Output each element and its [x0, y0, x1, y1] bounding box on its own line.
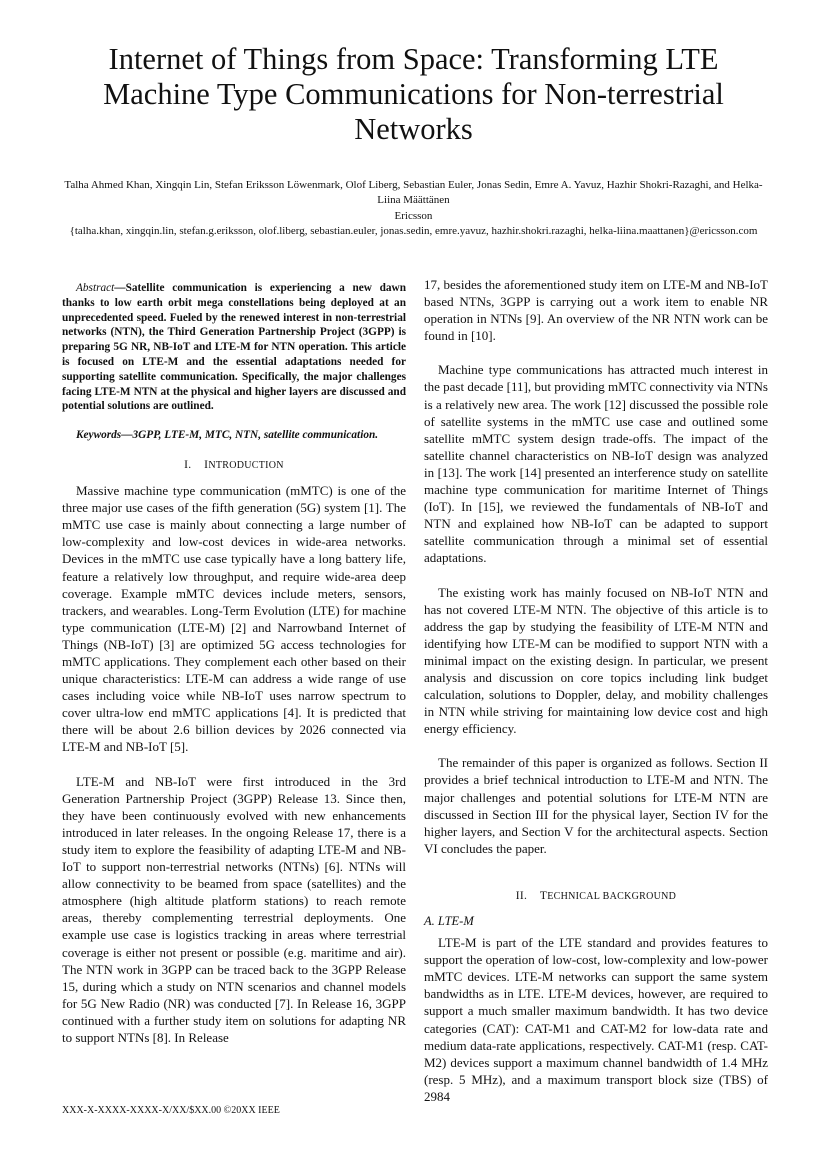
section-number: I. [184, 458, 192, 471]
section-title-first-letter: I [204, 458, 209, 471]
section-heading-introduction [62, 457, 406, 474]
right-column [424, 276, 768, 1105]
abstract-text: —Satellite communication is experiencing a new dawn thanks to low earth orbit mega constellations being deployed at an unprecedented speed. Fueled by the renewed interest in non-terrestrial networks (NTN), the Third Generation Partnership Project (3GPP) is preparing 5G NR, NB-IoT and LTE-M for NTN operation. This article is focused on LTE-M and the essential adaptations needed for supporting satellite communication. Specifically, the major challenges facing LTE-M NTN at the physical and higher layers are discussed and potential solutions are outlined. [62, 282, 406, 413]
paragraph: The remainder of this paper is organized as follows. Section II provides a brief technical introduction to LTE-M and NTN. The major challenges and potential solutions for LTE-M NTN are discussed in Section III for the physical layer, Section IV for the higher layers, and Section V for the architectural aspects. Section VI concludes the paper. [424, 755, 768, 856]
section-title-rest: ECHNICAL BACKGROUND [547, 890, 677, 902]
section-title-rest: NTRODUCTION [208, 459, 284, 471]
paragraph: The existing work has mainly focused on NB-IoT NTN and has not covered LTE-M NTN. The objective of this article is to address the gap by studying the feasibility of LTE-M NTN and identifying how LTE-M can be modified to support NTN with a minimal impact on the existing design. In particular, we present analysis and discussion on core topics including link budget calculation, solutions to Doppler, delay, and mobility challenges in NTN while striving for maintaining low device cost and high energy efficiency. [424, 584, 768, 737]
paragraph: Massive machine type communication (mMTC) is one of the three major use cases of the fifth generation (5G) system [1]. The mMTC use case is mainly about connecting a large number of low-complexity and low-cost devices in wide-area networks. Devices in the mMTC use case typically have a long battery life, feature a relatively low throughput, and require wide-area deep coverage. Example mMTC devices include meters, sensors, trackers, and wearables. Long-Term Evolution (LTE) for machine type communication (LTE-M) [2] and Narrowband Internet of Things (NB-IoT) [3] are optimized 5G access technologies for mMTC applications. They complement each other based on their unique characteristics: LTE-M can address a wide range of use cases including voice while NB-IoT uses narrow spectrum to cover ultra-low end mMTC applications [4]. It is predicted that there will be about 2.6 billion devices by 2026 connected via LTE-M and NB-IoT [5]. [62, 483, 406, 755]
copyright-footer: XXX-X-XXXX-XXXX-X/XX/$XX.00 ©20XX IEEE [62, 1105, 280, 1116]
section-heading-technical-background [424, 888, 768, 905]
paragraph: LTE-M is part of the LTE standard and provides features to support the operation of low-cost, low-complexity and low-power mMTC devices. LTE-M networks can support the same system bandwidths as in LTE. LTE-M devices, however, are required to support a much smaller maximum bandwidth. It has two device categories (CAT): CAT-M1 and CAT-M2 for low-data rate and medium data-rate applications, respectively. CAT-M1 (resp. CAT-M2) devices support a maximum channel bandwidth of 1.4 MHz (resp. 5 MHz), and a maximum transport block size (TBS) of 2984 [424, 935, 768, 1104]
abstract [62, 281, 406, 414]
email-list: {talha.khan, xingqin.lin, stefan.g.eriksson, olof.liberg, sebastian.euler, jonas.sedin, emre.yavuz, hazhir.shokri.razaghi, helka-liina.maattanen}@ericsson.com [69, 225, 758, 237]
paragraph: LTE-M and NB-IoT were first introduced in the 3rd Generation Partnership Project (3GPP) Release 13. Since then, they have been continuously evolved with new enhancements introduced in later releases. In the ongoing Release 17, there is a study item to explore the feasibility of adapting LTE-M and NB-IoT to support non-terrestrial networks (NTNs) [6]. NTNs will allow connectivity to be beamed from space (satellites) and the atmosphere (high altitude platform stations) to reach remote areas, thereby complementing terrestrial deployments. One example use case is logistics tracking in areas where terrestrial coverage is either not present or possible (e.g. maritime and air). The NTN work in 3GPP can be traced back to the 3GPP Release 15, during which a study on NTN scenarios and channel models for 5G New Radio (NR) was conducted [7]. In Release 16, 3GPP continued with a further study item on solutions for adapting NR to support NTNs [8]. In Release [62, 773, 406, 1045]
paragraph: Machine type communications has attracted much interest in the past decade [11], but providing mMTC connectivity via NTNs is a relatively new area. The work [12] discussed the possible role of satellite systems in the mMTC use case and outlined some satellite mMTC system design trade-offs. The impact of the satellite channel characteristics on NB-IoT design was analyzed in [13]. The work [14] presented an interference study on satellite machine type communication for maritime Internet of Things (IoT). In [15], we reviewed the fundamentals of NB-IoT and NTN and explained how NB-IoT can be adapted to support satellite communication through a minimal set of essential adaptations. [424, 362, 768, 566]
subsection-heading-lte-m: A. LTE-M [424, 914, 474, 928]
section-number: II. [515, 889, 528, 902]
section-title-first-letter: T [539, 889, 548, 902]
keywords: Keywords—3GPP, LTE-M, MTC, NTN, satellite communication. [76, 429, 379, 442]
left-column [62, 281, 406, 1046]
paper-title: Internet of Things from Space: Transforming LTE Machine Type Communications for Non-terrestrial Networks [103, 42, 724, 146]
author-list: Talha Ahmed Khan, Xingqin Lin, Stefan Eriksson Löwenmark, Olof Liberg, Sebastian Euler, Jonas Sedin, Emre A. Yavuz, Hazhir Shokri-Razaghi, and Helka-Liina Määttänen [64, 179, 763, 206]
affiliation: Ericsson [394, 210, 433, 222]
abstract-lead: Abstract [76, 282, 115, 294]
paragraph: 17, besides the aforementioned study item on LTE-M and NB-IoT based NTNs, 3GPP is carrying out a work item to enable NR operation in NTNs [9]. An overview of the NR NTN work can be found in [10]. [424, 277, 768, 344]
